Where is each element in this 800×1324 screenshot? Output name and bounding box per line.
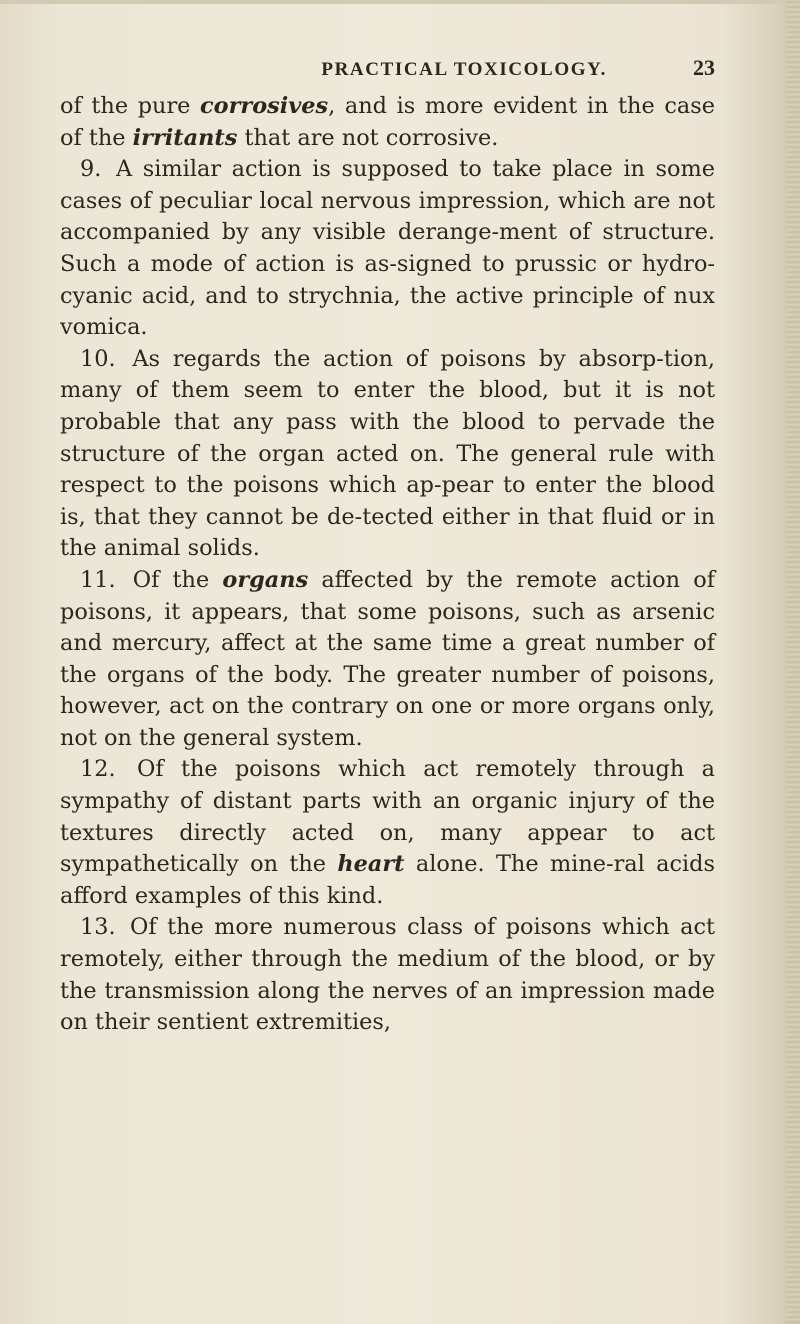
page-top-edge: [0, 0, 800, 4]
italic-term: irritants: [132, 124, 238, 151]
italic-term: heart: [337, 851, 405, 878]
text-run: alone. The mine-ral acids afford examples of this kind.: [60, 851, 715, 909]
body-text: [60, 91, 715, 1039]
running-head-title: PRACTICAL TOXICOLOGY.: [321, 59, 607, 80]
text-run: Of the more numerous class of poisons which act remotely, either through the medium of the blood, or by the transmission along the nerves of an impression made on their sentient extremities,: [60, 914, 715, 1036]
paragraph-number: 12.: [80, 756, 116, 783]
page-number: 23: [693, 55, 715, 80]
text-run: , and is more evident in the case of the: [60, 93, 715, 151]
italic-term: corrosives: [200, 93, 329, 119]
text-run: A similar action is supposed to take place in some cases of peculiar local nervous impression, which are not accompanied by any visible derange-ment of structure. Such a mode of action is as-signed to prussic or hydro-cyanic acid, and to strychnia, the active principle of nux vomica.: [60, 156, 716, 341]
text-run: Of the poisons which act remotely through a sympathy of distant parts with an organic injury of the textures directly acted on, many appear to act sympathetically on the: [60, 756, 716, 878]
page-gutter-edge: [786, 0, 800, 1324]
paragraph-number: 9.: [80, 156, 102, 183]
text-run: affected by the remote action of poisons, it appears, that some poisons, such as arsenic and mercury, affect at the same time a great number of the organs of the body. The greater number of poisons, however, act on the contrary on one or more organs only, not on the general system.: [60, 566, 715, 751]
paragraph-number: 10.: [80, 345, 116, 372]
paragraph: [60, 154, 715, 344]
text-run: As regards the action of poisons by absorp-tion, many of them seem to enter the blood, but it is not probable that any pass with the blood to pervade the structure of the organ acted on. The general rule with respect to the poisons which ap-pear to enter the blood is, that they cannot be de-tected either in that fluid or in the animal solids.: [60, 345, 715, 562]
text-run: of the pure: [60, 93, 201, 119]
text-block: [60, 55, 715, 1039]
running-head: [60, 55, 715, 91]
paragraph: [60, 565, 715, 755]
text-run: Of the: [132, 566, 223, 593]
paragraph: [60, 754, 715, 912]
paragraph: [60, 344, 715, 565]
paragraph: [60, 912, 715, 1038]
paragraph-number: 13.: [80, 914, 116, 941]
paragraph-number: 11.: [80, 566, 116, 593]
italic-term: organs: [222, 566, 309, 593]
text-run: that are not corrosive.: [237, 124, 499, 151]
paragraph: [60, 91, 715, 154]
